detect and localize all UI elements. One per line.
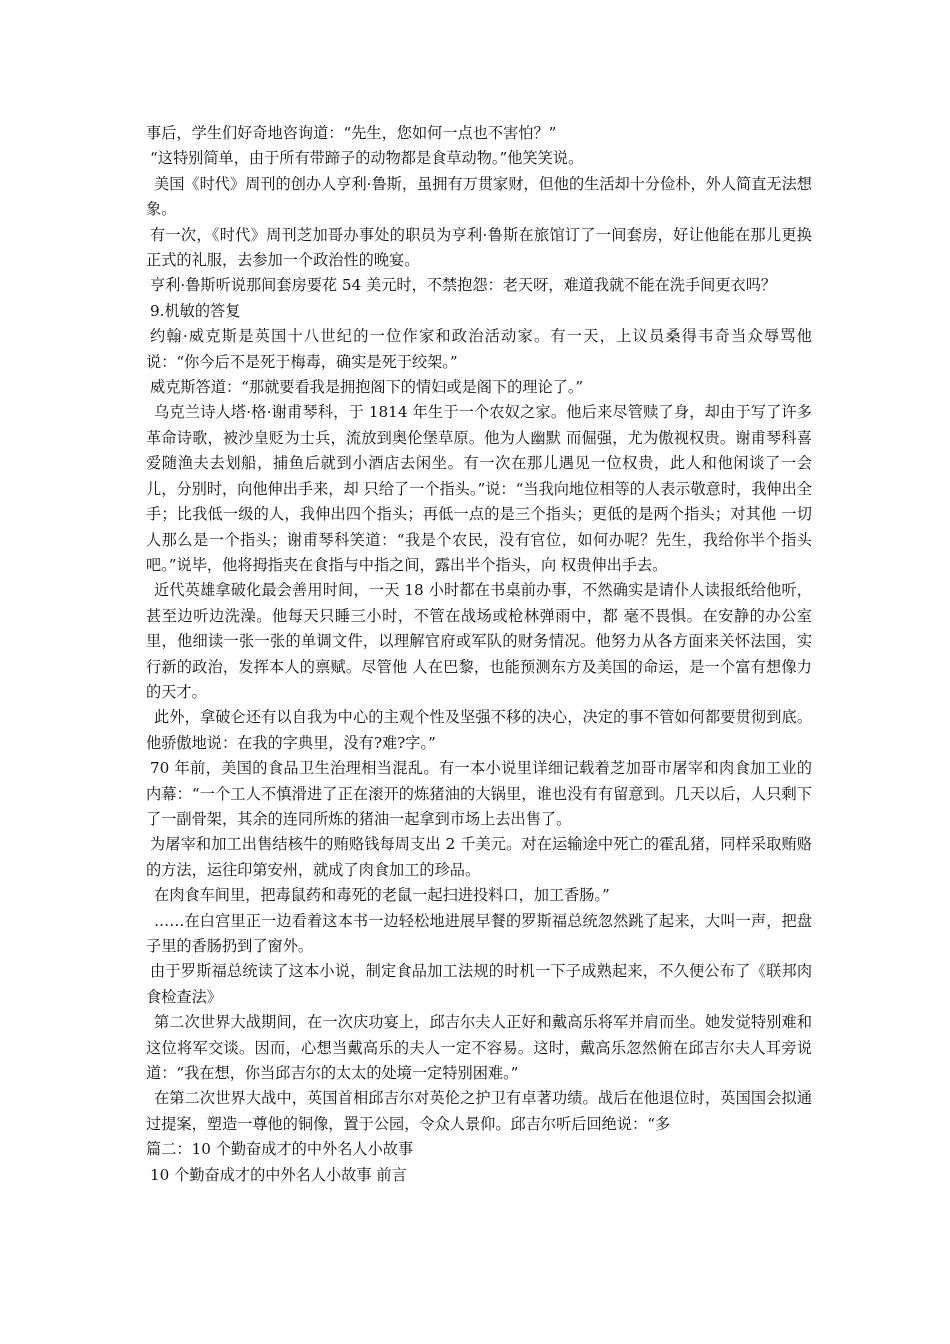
paragraph: 由于罗斯福总统读了这本小说，制定食品加工法规的时机一下子成熟起来，不久便公布了《联邦肉食检查法》 <box>146 962 812 1006</box>
paragraph: 事后，学生们好奇地咨询道：“先生，您如何一点也不害怕？” <box>146 124 557 142</box>
paragraph: 乌克兰诗人塔·格·谢甫琴科，于 1814 年生于一个农奴之家。他后来尽管赎了身，却由于写了许多革命诗歌，被沙皇贬为士兵，流放到奥伦堡草原。他为人幽默 而倔强，尤为傲视权贵。谢甫琴科喜爱随渔夫去划船，捕鱼后就到小酒店去闲坐。有一次在那儿遇见一位权贵，此人和他闲谈了一会儿，分别时，向他伸出手来，却 只给了一个指头。”说：“当我向地位相等的人表示敬意时，我伸出全手；比我低一级的人，我伸出四个指头；再低一点的是三个指头；更低的是两个指头；对其他 一切人那么是一个指头；谢甫琴科笑道：“我是个农民，没有官位，如何办呢？先生，我给你半个指头吧。”说毕，他将拇指夹在食指与中指之间，露出半个指头，向 权贵伸出手去。 <box>146 403 812 574</box>
paragraph: 约翰·威克斯是英国十八世纪的一位作家和政治活动家。有一天，上议员桑得韦奇当众辱骂他说：“你今后不是死于梅毒，确实是死于绞架。” <box>146 327 812 371</box>
document-body <box>146 121 812 1188</box>
paragraph: 此外，拿破仑还有以自我为中心的主观个性及坚强不移的决心，决定的事不管如何都要贯彻到底。他骄傲地说：在我的字典里，没有?难?字。” <box>146 708 812 752</box>
paragraph: 在第二次世界大战中，英国首相邱吉尔对英伦之护卫有卓著功绩。战后在他退位时，英国国会拟通过提案，塑造一尊他的铜像，置于公园，令众人景仰。邱吉尔听后回绝说：“多 <box>146 1089 812 1133</box>
paragraph: 在肉食车间里，把毒鼠药和毒死的老鼠一起扫进投料口，加工香肠。” <box>154 886 610 905</box>
paragraph: 70 年前，美国的食品卫生治理相当混乱。有一本小说里详细记载着芝加哥市屠宰和肉食加工业的内幕：“一个工人不慎滑进了正在滚开的炼猪油的大锅里，谁也没有有留意到。几天以后，人只剩下了一副骨架，其余的连同所炼的猪油一起拿到市场上去出售了。 <box>146 759 812 828</box>
paragraph: 近代英雄拿破化最会善用时间，一天 18 小时都在书桌前办事，不然确实是请仆人读报纸给他听，甚至边听边洗澡。他每天只睡三小时，不管在战场或枪林弹雨中，都 毫不畏惧。在安静的办公室里，他细读一张一张的单调文件，以理解官府或军队的财务情况。他努力从各方面来关怀法国，实行新的政治，发挥本人的禀赋。尽管他 人在巴黎，也能预测东方及美国的命运，是一个富有想像力的天才。 <box>146 581 812 701</box>
paragraph: 第二次世界大战期间，在一次庆功宴上，邱吉尔夫人正好和戴高乐将军并肩而坐。她发觉特别难和这位将军交谈。因而，心想当戴高乐的夫人一定不容易。这时，戴高乐忽然俯在邱吉尔夫人耳旁说道：“我在想，你当邱吉尔的太太的处境一定特别困难。” <box>146 1013 812 1083</box>
paragraph: 为屠宰和加工出售结核牛的贿赂钱每周支出 2 千美元。对在运输途中死亡的霍乱猪，同样采取贿赂的方法，运往印第安州，就成了肉食加工的珍品。 <box>146 835 812 879</box>
section-heading: 篇二：10 个勤奋成才的中外名人小故事 <box>146 1140 414 1159</box>
paragraph: 亨利·鲁斯听说那间套房要花 54 美元时，不禁抱怨：老天呀，难道我就不能在洗手间更衣吗？ <box>150 276 777 295</box>
paragraph: 威克斯答道：“那就要看我是拥抱阁下的情妇或是阁下的理论了。” <box>150 378 584 397</box>
paragraph: 有一次，《时代》周刊芝加哥办事处的职员为亨利·鲁斯在旅馆订了一间套房，好让他能在那儿更换正式的礼服，去参加一个政治性的晚宴。 <box>146 225 812 270</box>
section-subheading: 10 个勤奋成才的中外名人小故事 前言 <box>150 1165 407 1184</box>
paragraph: ……在白宫里正一边看着这本书一边轻松地进展早餐的罗斯福总统忽然跳了起来，大叫一声，把盘子里的香肠扔到了窗外。 <box>146 911 812 955</box>
section-heading: 9.机敏的答复 <box>150 301 241 320</box>
paragraph: “这特别简单，由于所有带蹄子的动物都是食草动物。”他笑笑说。 <box>150 149 584 168</box>
paragraph: 美国《时代》周刊的创办人亨利·鲁斯，虽拥有万贯家财，但他的生活却十分俭朴，外人简直无法想象。 <box>146 174 812 219</box>
